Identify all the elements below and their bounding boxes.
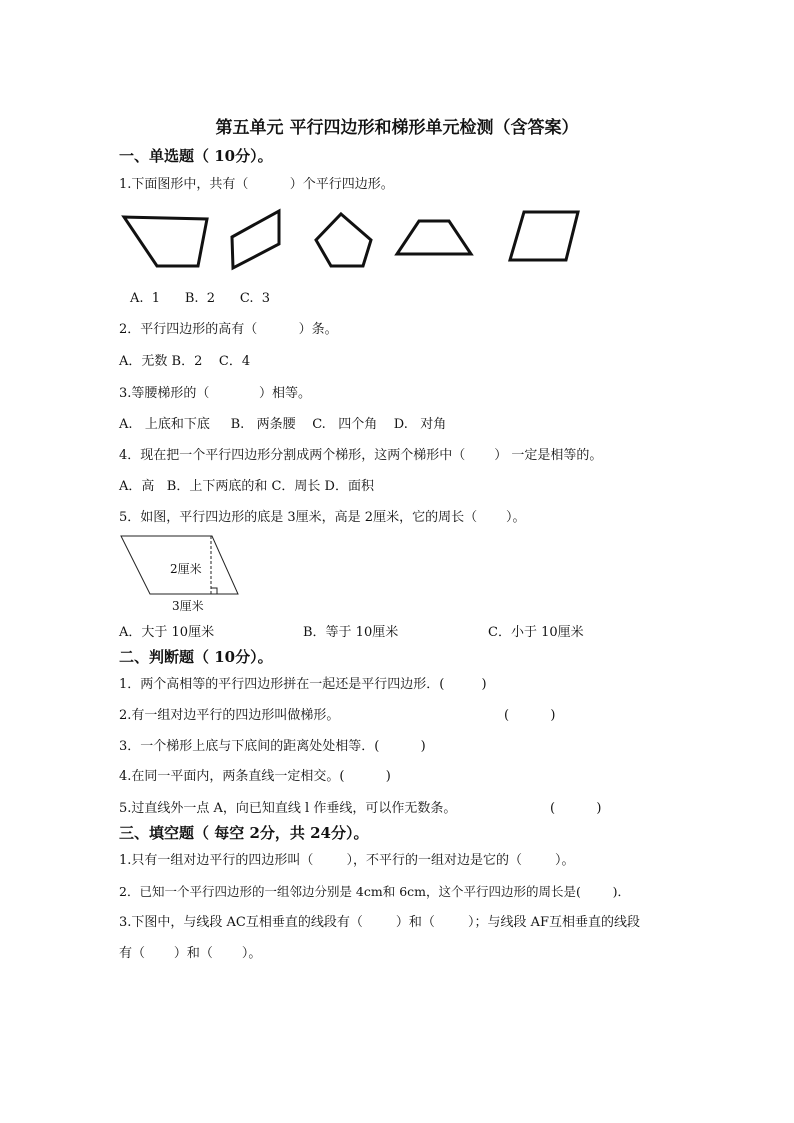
judge-item-2-blank: ( )	[504, 708, 556, 723]
figure-base-label: 3厘米	[172, 599, 204, 613]
page-title: 第五单元 平行四边形和梯形单元检测（含答案）	[215, 118, 579, 138]
section-true-false: 二、判断题（ 10分）。	[119, 648, 273, 666]
question-3-text: 3.等腰梯形的（ ）相等。	[119, 386, 311, 401]
figure-height-label: 2厘米	[170, 562, 202, 576]
judge-item-2: 2.有一组对边平行的四边形叫做梯形。	[119, 708, 340, 723]
judge-item-1: 1．两个高相等的平行四边形拼在一起还是平行四边形．( )	[119, 677, 487, 692]
question-3-options: A. 上底和下底 B. 两条腰 C. 四个角 D. 对角	[119, 417, 447, 432]
question-4-options: A．高 B．上下两底的和 C．周长 D．面积	[119, 479, 374, 494]
question-5-option-c: C．小于 10厘米	[488, 625, 584, 640]
question-4-text: 4．现在把一个平行四边形分割成两个梯形，这两个梯形中（ ） 一定是相等的。	[119, 448, 603, 463]
judge-item-4: 4.在同一平面内，两条直线一定相交。( )	[119, 769, 391, 784]
fill-item-3: 3.下图中，与线段 AC互相垂直的线段有（ ）和（ ）；与线段 AF互相垂直的线段	[119, 915, 641, 930]
question-5-text: 5．如图，平行四边形的底是 3厘米，高是 2厘米，它的周长（ ）。	[119, 510, 526, 525]
section-single-choice: 一、单选题（ 10分）。	[119, 147, 273, 165]
question-5-option-a: A．大于 10厘米	[119, 625, 215, 640]
judge-item-5: 5.过直线外一点 A，向已知直线 l 作垂线，可以作无数条。	[119, 801, 457, 816]
judge-item-5-blank: ( )	[550, 801, 602, 816]
question-2-text: 2．平行四边形的高有（ ）条。	[119, 322, 338, 337]
section-fill-blank: 三、填空题（ 每空 2分，共 24分）。	[119, 824, 369, 842]
question-1-text: 1.下面图形中，共有（ ）个平行四边形。	[119, 177, 394, 192]
question-1-options: A. 1 B. 2 C. 3	[130, 291, 271, 306]
question-5-option-b: B．等于 10厘米	[303, 625, 399, 640]
judge-item-3: 3．一个梯形上底与下底间的距离处处相等．( )	[119, 739, 426, 754]
fill-item-3-continued: 有（ ）和（ ）。	[119, 946, 262, 961]
question-2-options: A．无数 B．2 C．4	[119, 354, 251, 369]
fill-item-2: 2．已知一个平行四边形的一组邻边分别是 4cm和 6cm，这个平行四边形的周长是( )．	[119, 884, 631, 899]
fill-item-1: 1.只有一组对边平行的四边形叫（ ），不平行的一组对边是它的（ ）。	[119, 853, 575, 868]
